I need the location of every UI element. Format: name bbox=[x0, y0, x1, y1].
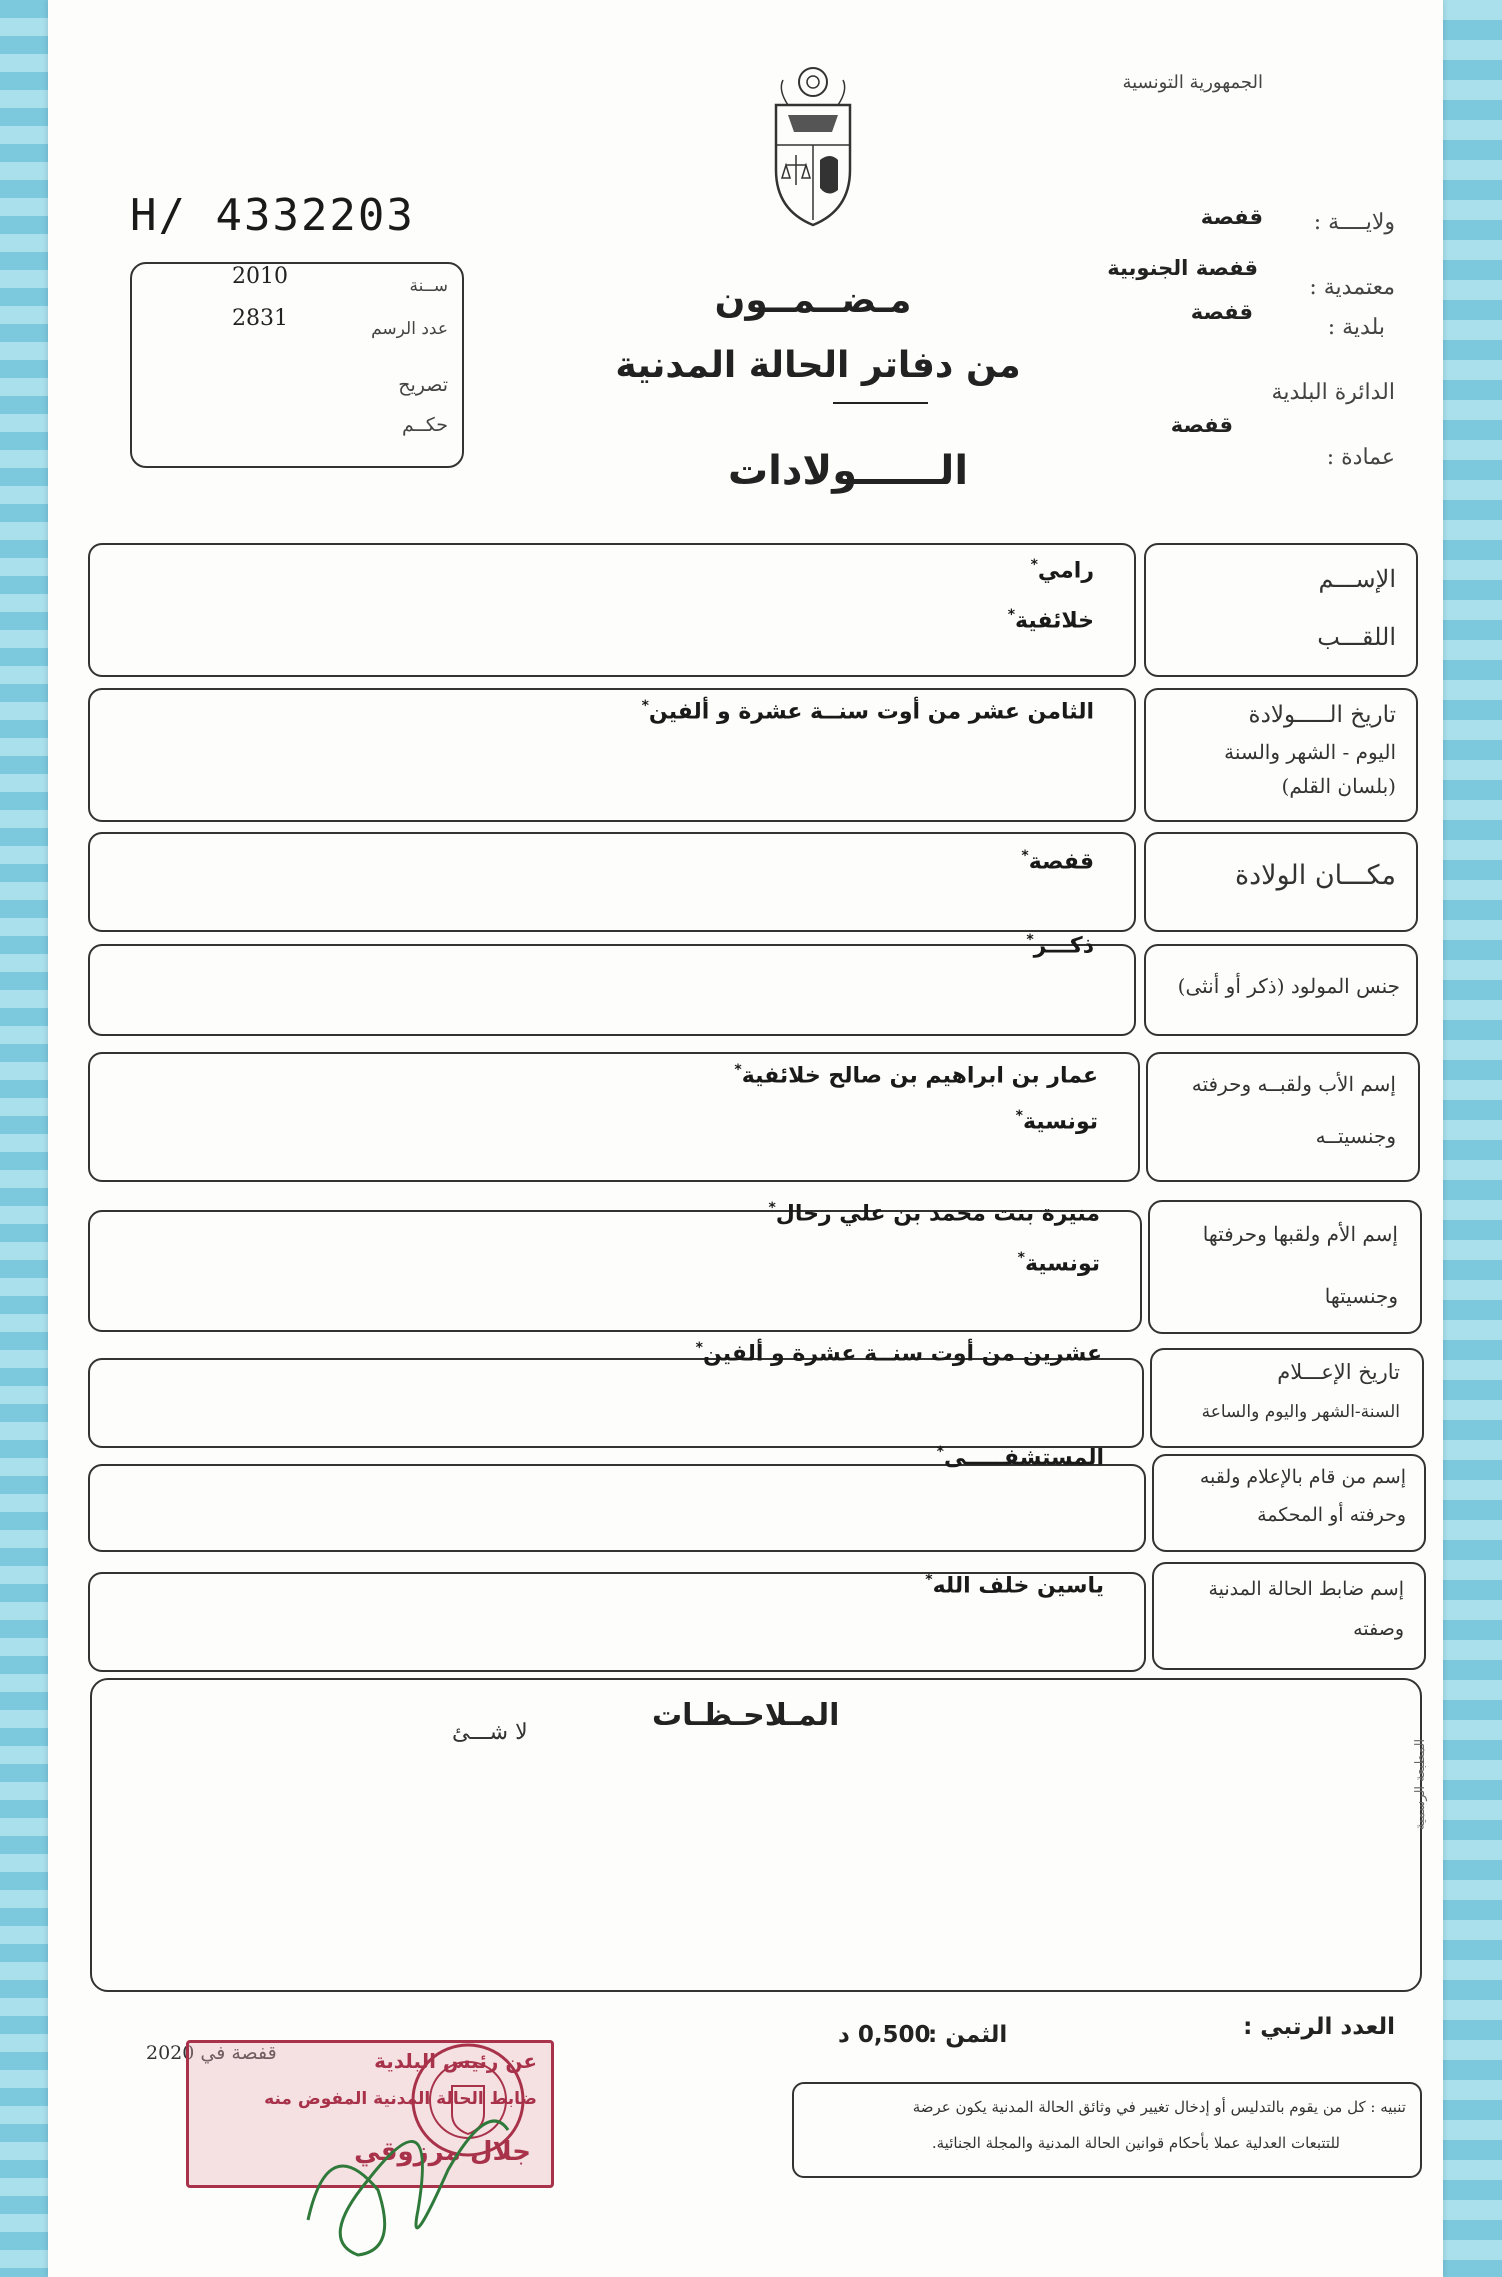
officer-label2: وصفته bbox=[1353, 1618, 1404, 1640]
declaration-date-value: عشرين من أوت سنــة عشرة و ألفين* bbox=[695, 1340, 1102, 1367]
declarant-label2: وحرفته أو المحكمة bbox=[1257, 1504, 1406, 1526]
reg-num-value: 2831 bbox=[232, 306, 288, 331]
father-value-box bbox=[88, 1052, 1140, 1182]
name-label-box bbox=[1144, 543, 1418, 677]
title-line2: من دفاتر الحالة المدنية bbox=[615, 345, 1021, 386]
birth-place-label-box bbox=[1144, 832, 1418, 932]
birth-date-label: تاريخ الـــــولادة bbox=[1248, 702, 1396, 728]
father-name-value: عمار بن ابراهيم بن صالح خلائفية* bbox=[734, 1062, 1098, 1089]
birth-date-value: الثامن عشر من أوت سنــة عشرة و ألفين* bbox=[641, 698, 1094, 725]
surname-label: اللقـــب bbox=[1317, 623, 1396, 651]
registration-box bbox=[130, 262, 464, 468]
first-name-label: الإســـم bbox=[1318, 565, 1396, 593]
first-name-value: رامي* bbox=[1030, 557, 1094, 584]
sex-value: ذكـــر* bbox=[1026, 932, 1094, 959]
surname-value: خلائفية* bbox=[1007, 607, 1094, 634]
governorate-value: قفصة bbox=[1200, 205, 1263, 229]
warning-box bbox=[792, 2082, 1422, 2178]
declarant-value: المستشفـــــى* bbox=[936, 1444, 1104, 1471]
coat-of-arms-icon bbox=[758, 60, 868, 230]
remarks-title: المـلاحـظـات bbox=[652, 1698, 840, 1733]
municipality-value: قفصة bbox=[1190, 300, 1253, 324]
mother-label: إسم الأم ولقبها وحرفتها bbox=[1202, 1222, 1398, 1246]
serial-number: H/ 4332203 bbox=[130, 190, 415, 241]
officer-label: إسم ضابط الحالة المدنية bbox=[1208, 1578, 1404, 1600]
father-nationality-value: تونسية* bbox=[1015, 1108, 1098, 1135]
birth-place-label: مكـــان الولادة bbox=[1235, 860, 1396, 891]
birth-date-sublabel: اليوم - الشهر والسنة bbox=[1224, 740, 1396, 764]
declaration-date-label-box bbox=[1150, 1348, 1424, 1448]
reg-year-label: ســنة bbox=[409, 276, 448, 296]
birth-place-value-box bbox=[88, 832, 1136, 932]
title-line3: الــــــولادات bbox=[727, 448, 969, 494]
price-label: الثمن : bbox=[928, 2022, 1008, 2048]
municipality-label: بلدية : bbox=[1327, 315, 1385, 340]
warning-line2: للتتبعات العدلية عملا بأحكام قوانين الحالة المدنية والمجلة الجنائية. bbox=[931, 2134, 1340, 2152]
reg-judgment-label: حكــم bbox=[401, 414, 448, 436]
declarant-value-box bbox=[88, 1444, 1146, 1552]
father-label2: وجنسيتــه bbox=[1315, 1124, 1396, 1148]
birth-date-sublabel2: (بلسان القلم) bbox=[1281, 774, 1396, 798]
reg-num-label: عدد الرسم bbox=[371, 319, 448, 339]
title-line1: مـضــمــون bbox=[714, 280, 912, 321]
declaration-date-label2: السنة-الشهر واليوم والساعة bbox=[1201, 1402, 1400, 1422]
officer-value: ياسين خلف الله* bbox=[925, 1572, 1104, 1599]
name-value-box bbox=[88, 543, 1136, 677]
certificate-paper bbox=[48, 0, 1443, 2277]
ordinal-label: العدد الرتبي : bbox=[1243, 2014, 1395, 2040]
mother-label-box bbox=[1148, 1200, 1422, 1334]
declaration-date-value-box bbox=[88, 1340, 1144, 1448]
warning-line1: تنبيه : كل من يقوم بالتدليس أو إدخال تغيير في وثائق الحالة المدنية يكون عرضة bbox=[912, 2098, 1406, 2116]
signature-icon bbox=[288, 2070, 528, 2270]
district-label: الدائرة البلدية bbox=[1271, 380, 1395, 405]
price-value: 0,500 د bbox=[838, 2022, 931, 2048]
birth-date-label-box bbox=[1144, 688, 1418, 822]
district-value: قفصة bbox=[1170, 413, 1233, 437]
title-underline bbox=[833, 402, 928, 404]
stamp-line1: عن رئيس البلدية bbox=[374, 2049, 537, 2073]
declaration-date-label: تاريخ الإعـــلام bbox=[1277, 1360, 1400, 1384]
officer-label-box bbox=[1152, 1562, 1426, 1670]
mother-value-box bbox=[88, 1200, 1142, 1332]
printer-mark: المطبعة الرسمية bbox=[1413, 1738, 1428, 1830]
delegation-label: معتمدية : bbox=[1309, 275, 1395, 300]
mother-label2: وجنسيتها bbox=[1324, 1284, 1398, 1308]
mother-nationality-value: تونسية* bbox=[1017, 1250, 1100, 1277]
father-label-box bbox=[1146, 1052, 1420, 1182]
country-name: الجمهورية التونسية bbox=[1122, 72, 1263, 93]
governorate-label: ولايــــة : bbox=[1313, 210, 1395, 235]
sex-label: جنس المولود (ذكر أو أنثى) bbox=[1177, 974, 1400, 998]
reg-declaration-label: تصريح bbox=[398, 374, 448, 396]
place-date: قفصة في 2020 bbox=[146, 2042, 277, 2064]
sex-label-box bbox=[1144, 944, 1418, 1036]
stamp-line2: ضابط الحالة المدنية المفوض منه bbox=[264, 2089, 537, 2109]
imada-label: عمادة : bbox=[1326, 445, 1395, 470]
officer-value-box bbox=[88, 1572, 1146, 1672]
mother-name-value: منيرة بنت محمد بن علي رحال* bbox=[768, 1200, 1100, 1227]
birth-date-value-box bbox=[88, 688, 1136, 822]
delegation-value: قفصة الجنوبية bbox=[1107, 256, 1258, 280]
reg-year-value: 2010 bbox=[232, 264, 288, 289]
birth-place-value: قفصة* bbox=[1021, 848, 1094, 875]
declarant-label: إسم من قام بالإعلام ولقبه bbox=[1199, 1466, 1406, 1488]
remarks-box bbox=[90, 1678, 1422, 1992]
father-label: إسم الأب ولقبــه وحرفته bbox=[1191, 1072, 1396, 1096]
stamp-line3: جلال مرزوقي bbox=[354, 2137, 531, 2167]
remarks-value: لا شـــئ bbox=[452, 1720, 528, 1745]
sex-value-box bbox=[88, 932, 1136, 1036]
declarant-label-box bbox=[1152, 1454, 1426, 1552]
